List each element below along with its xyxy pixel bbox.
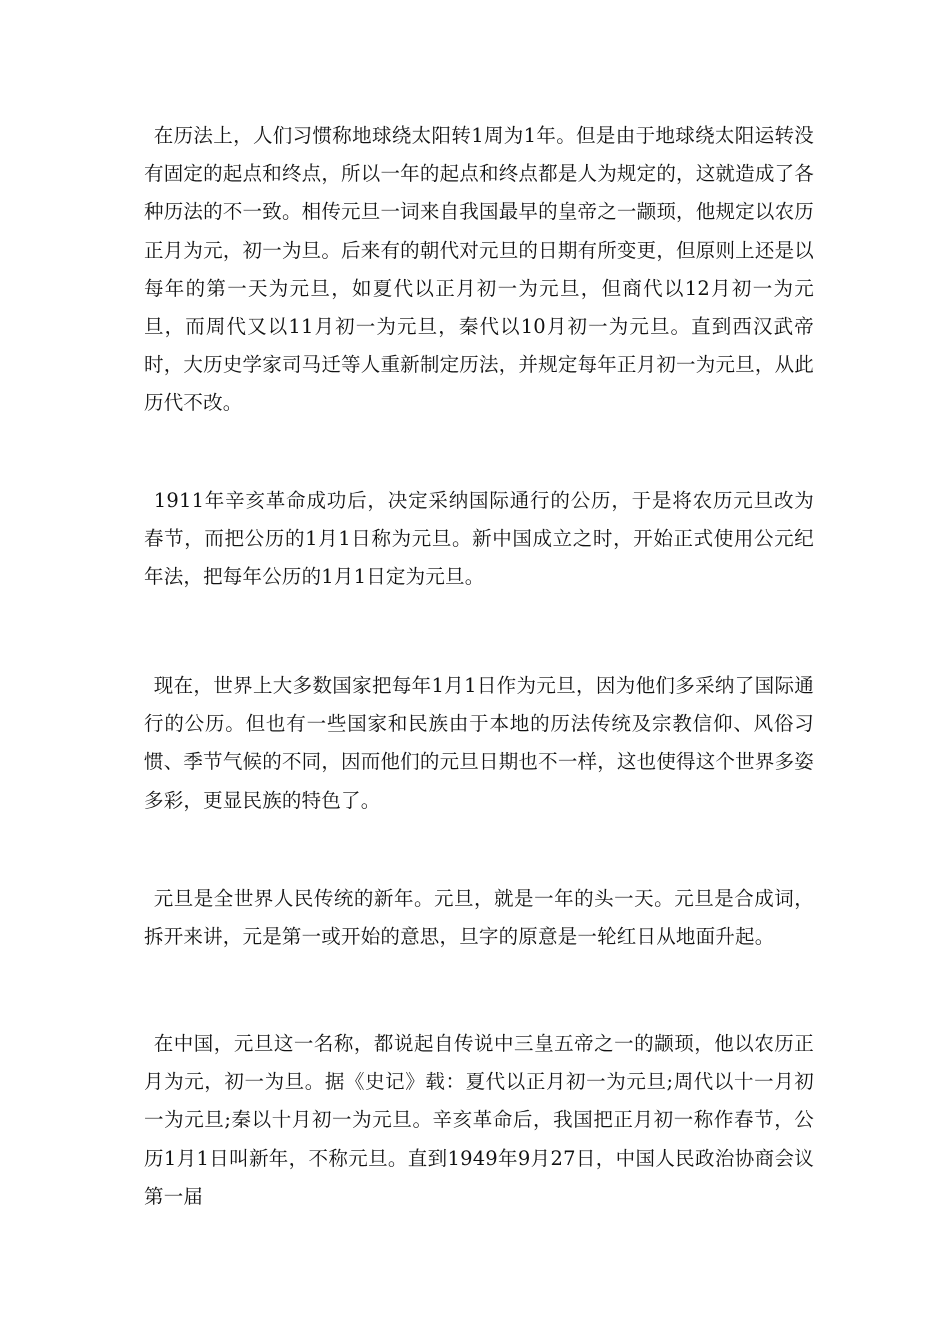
paragraph-china-yuandan: 在中国，元旦这一名称，都说起自传说中三皇五帝之一的颛顼，他以农历正月为元，初一为旦。据《史记》载：夏代以正月初一为元旦;周代以十一月初一为元旦;秦以十月初一为元旦。辛亥革命后，我国把正月初一称作春节，公历1月1日叫新年，不称元旦。直到1949年9月27日，中国人民政治协商会议第一届 [144,1032,814,1208]
paragraph-1911-revolution: 1911年辛亥革命成功后，决定采纳国际通行的公历，于是将农历元旦改为春节，而把公历的1月1日称为元旦。新中国成立之时，开始正式使用公元纪年法，把每年公历的1月1日定为元旦。 [144,489,814,589]
paragraph-world-new-year: 现在，世界上大多数国家把每年1月1日作为元旦，因为他们多采纳了国际通行的公历。但也有一些国家和民族由于本地的历法传统及宗教信仰、风俗习惯、季节气候的不同，因而他们的元旦日期也不一样，这也使得这个世界多姿多彩，更显民族的特色了。 [144,674,814,812]
paragraph-calendar-history: 在历法上，人们习惯称地球绕太阳转1周为1年。但是由于地球绕太阳运转没有固定的起点和终点，所以一年的起点和终点都是人为规定的，这就造成了各种历法的不一致。相传元旦一词来自我国最早的皇帝之一颛顼，他规定以农历正月为元，初一为旦。后来有的朝代对元旦的日期有所变更，但原则上还是以每年的第一天为元旦，如夏代以正月初一为元旦，但商代以12月初一为元旦，而周代又以11月初一为元旦，秦代以10月初一为元旦。直到西汉武帝时，大历史学家司马迁等人重新制定历法，并规定每年正月初一为元旦，从此历代不改。 [144,124,814,415]
paragraph-yuandan-meaning: 元旦是全世界人民传统的新年。元旦，就是一年的头一天。元旦是合成词，拆开来讲，元是第一或开始的意思，旦字的原意是一轮红日从地面升起。 [144,887,814,949]
